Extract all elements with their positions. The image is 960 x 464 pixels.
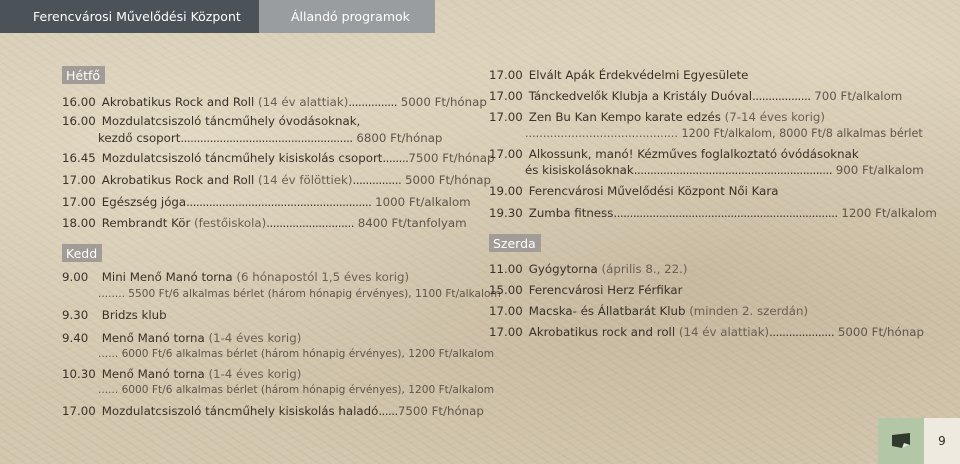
list-item: 9.00 Mini Menő Manó torna (6 hónapostól 1,5 éves korig) — [62, 270, 410, 284]
list-item: 17.00 Egészség jóga......................................................... 1000 Ft/alkalom — [62, 195, 471, 209]
list-item: 19.30 Zumba fitness..................................................................... 1200 Ft/alkalom — [489, 206, 937, 220]
list-item: 17.00 Akrobatikus rock and roll (14 év alattiak).................... 5000 Ft/hónap — [489, 325, 924, 339]
day-label-monday: Hétfő — [62, 66, 105, 84]
list-item: 10.30 Menő Manó torna (1-4 éves korig) — [62, 367, 302, 381]
list-item-cont: ...... 6000 Ft/6 alkalmas bérlet (három hónapig érvényes), 1200 Ft/alkalom — [98, 348, 495, 360]
list-item-cont: kezdő csoport..................................................... 6800 Ft/hónap — [98, 131, 443, 145]
day-label-wednesday: Szerda — [489, 234, 541, 252]
list-item: 17.00 Macska- és Állatbarát Klub (minden 2. szerdán) — [489, 304, 809, 318]
list-item: 15.00 Ferencvárosi Herz Férfikar — [489, 283, 683, 297]
list-item: 17.00 Zen Bu Kan Kempo karate edzés (7-14 éves korig) — [489, 110, 826, 124]
list-item: 17.00 Elvált Apák Érdekvédelmi Egyesülete — [489, 68, 749, 82]
list-item: 17.00 Mozdulatcsiszoló táncműhely kisiskolás haladó......7500 Ft/hónap — [62, 404, 484, 418]
list-item: 17.00 Akrobatikus Rock and Roll (14 év fölöttiek)............... 5000 Ft/hónap — [62, 173, 492, 187]
list-item: 17.00 Tánckedvelők Klubja a Kristály Duóval.................. 700 Ft/alkalom — [489, 89, 903, 103]
list-item: 9.30 Bridzs klub — [62, 308, 167, 322]
list-item: 17.00 Alkossunk, manó! Kézműves foglalkoztató óvódásoknak — [489, 147, 859, 161]
list-item-cont: ........ 5500 Ft/6 alkalmas bérlet (három hónapig érvényes), 1100 Ft/alkalom — [98, 288, 501, 300]
list-item: 11.00 Gyógytorna (április 8., 22.) — [489, 262, 688, 276]
page-number: 9 — [924, 418, 960, 464]
list-item-cont: és kisiskolásoknak............................................................. 900 Ft/alkalom — [525, 163, 924, 177]
header-org: Ferencvárosi Művelődési Központ — [0, 0, 259, 33]
page-corner — [878, 418, 960, 464]
header-section: Állandó programok — [259, 0, 435, 33]
list-item: 18.00 Rembrandt Kör (festőiskola)........................... 8400 Ft/tanfolyam — [62, 216, 467, 230]
list-item-cont: ........................................... 1200 Ft/alkalom, 8000 Ft/8 alkalmas bérlet — [525, 127, 923, 140]
list-item: 16.45 Mozdulatcsiszoló táncműhely kisiskolás csoport........7500 Ft/hónap — [62, 151, 495, 165]
list-item-cont: ...... 6000 Ft/6 alkalmas bérlet (három hónapig érvényes), 1200 Ft/alkalom — [98, 384, 495, 396]
day-label-tuesday: Kedd — [62, 244, 102, 262]
list-item: 16.00 Akrobatikus Rock and Roll (14 év alattiak)............... 5000 Ft/hónap — [62, 95, 487, 109]
list-item: 16.00 Mozdulatcsiszoló táncműhely óvodásoknak, — [62, 114, 361, 128]
list-item: 19.00 Ferencvárosi Művelődési Központ Női Kara — [489, 184, 779, 198]
list-item: 9.40 Menő Manó torna (1-4 éves korig) — [62, 331, 302, 345]
header-bar — [0, 0, 435, 33]
folded-note-icon — [878, 418, 924, 464]
